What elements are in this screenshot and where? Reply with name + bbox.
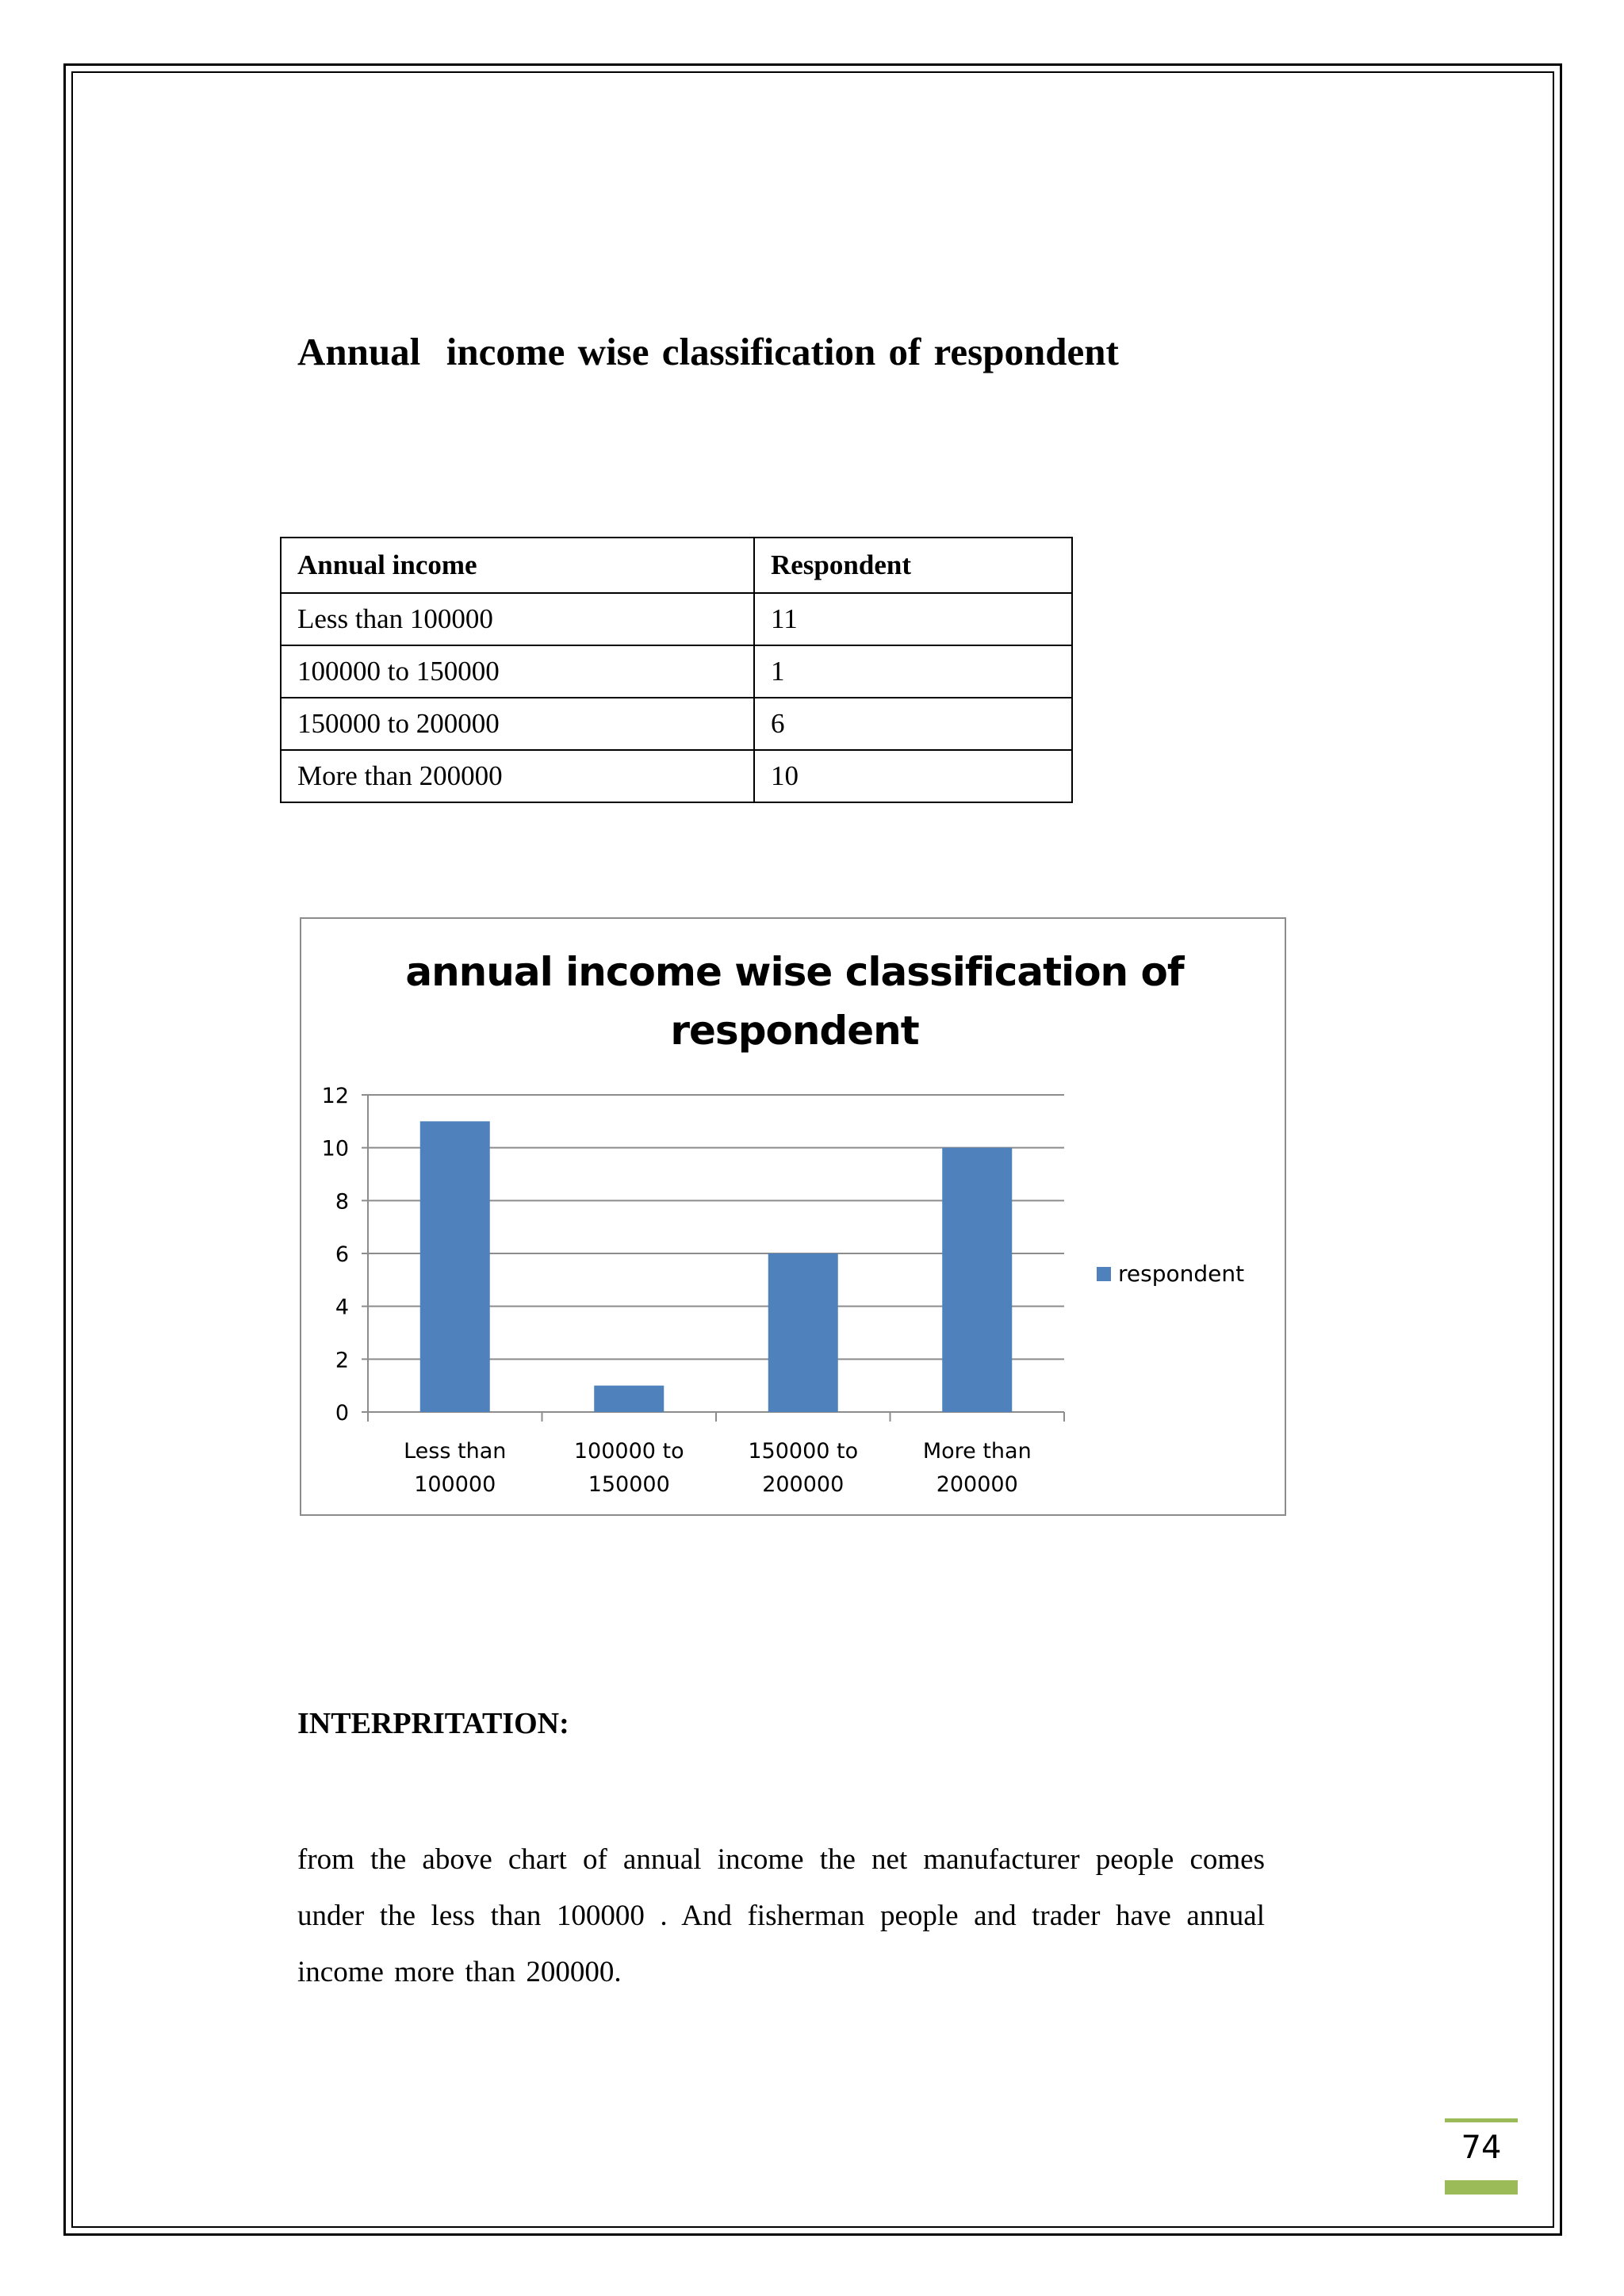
chart-title-line: respondent — [670, 1008, 919, 1054]
bar-chart — [300, 917, 1286, 1516]
y-tick-label: 6 — [335, 1242, 349, 1267]
bar — [768, 1253, 838, 1412]
income-table — [280, 537, 1073, 803]
x-tick-label: 150000 — [588, 1472, 670, 1497]
column-header: Respondent — [754, 538, 1072, 593]
legend-label: respondent — [1118, 1261, 1245, 1287]
table-cell: Less than 100000 — [281, 593, 754, 645]
x-tick-label: Less than — [404, 1439, 507, 1464]
x-tick-label: 150000 to — [748, 1439, 859, 1464]
page-number-accent-bar — [1445, 2180, 1518, 2195]
table-cell: 150000 to 200000 — [281, 698, 754, 750]
bar — [942, 1148, 1012, 1412]
y-tick-label: 10 — [321, 1136, 349, 1161]
table-cell: 100000 to 150000 — [281, 645, 754, 698]
y-tick-label: 2 — [335, 1348, 349, 1373]
column-header: Annual income — [281, 538, 754, 593]
y-tick-label: 12 — [321, 1084, 349, 1108]
legend-swatch — [1097, 1267, 1111, 1281]
table-cell: 10 — [754, 750, 1072, 802]
x-tick-label: 100000 — [414, 1472, 496, 1497]
chart-title-line: annual income wise classification of — [405, 949, 1184, 995]
x-tick-label: More than — [922, 1439, 1032, 1464]
table-row — [281, 698, 1072, 750]
page-number-accent-line — [1445, 2118, 1518, 2122]
x-tick-label: 100000 to — [573, 1439, 684, 1464]
x-tick-label: 200000 — [762, 1472, 845, 1497]
table-cell: More than 200000 — [281, 750, 754, 802]
y-tick-label: 4 — [335, 1295, 349, 1320]
page-number-badge — [1445, 2118, 1518, 2188]
interpretation-text: from the above chart of annual income the net manufacturer people comes under the less than 100000 . And fisherman people and trader have annual income more than 200000. — [297, 1843, 1265, 1988]
table-header-row — [281, 538, 1072, 593]
chart-plot — [301, 919, 1288, 1517]
interpretation-heading: INTERPRITATION: — [297, 1707, 569, 1740]
table-cell: 6 — [754, 698, 1072, 750]
x-tick-label: 200000 — [936, 1472, 1018, 1497]
bar — [420, 1121, 490, 1412]
section-heading: Annual income wise classification of respondent — [297, 330, 1119, 373]
table-row — [281, 593, 1072, 645]
bar — [594, 1386, 664, 1412]
page-number: 74 — [1461, 2130, 1502, 2166]
table-cell: 1 — [754, 645, 1072, 698]
table-row — [281, 750, 1072, 802]
table-row — [281, 645, 1072, 698]
table-cell: 11 — [754, 593, 1072, 645]
y-tick-label: 8 — [335, 1189, 349, 1215]
y-tick-label: 0 — [335, 1401, 349, 1425]
